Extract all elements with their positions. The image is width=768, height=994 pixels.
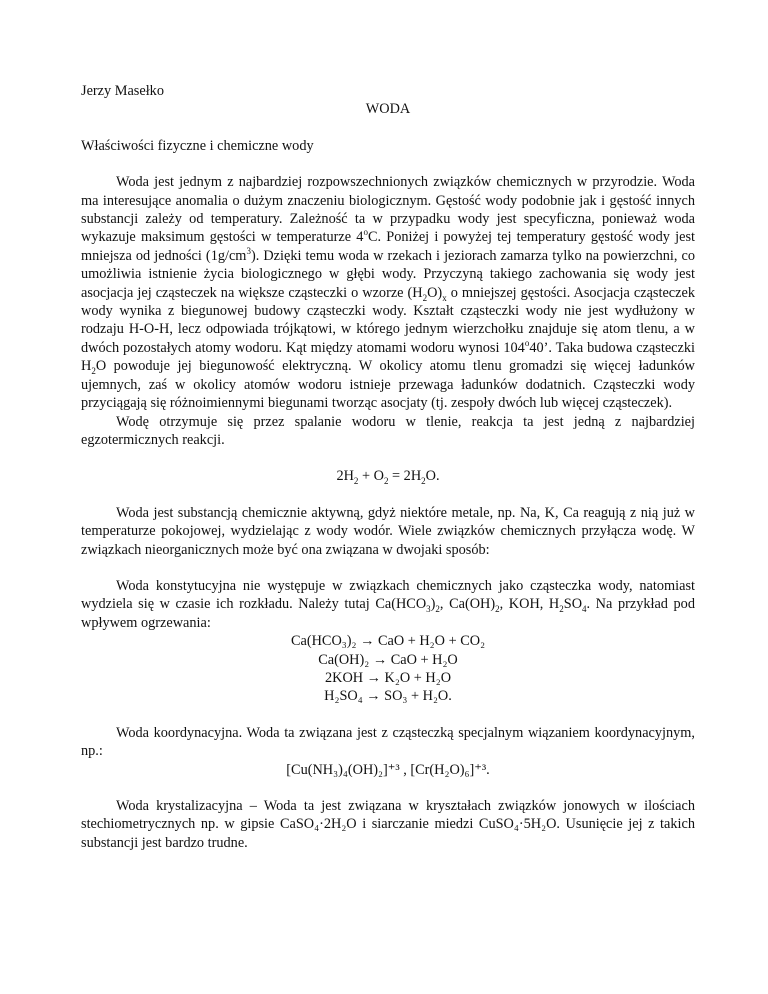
author-name: Jerzy Masełko <box>81 83 164 99</box>
reaction-equation: 2KOH → K₂O + H₂O <box>324 669 452 686</box>
reaction-equation: H₂SO₄ → SO₃ + H₂O. <box>324 688 452 705</box>
paragraph-crystallization-water: Woda krystalizacyjna – Woda ta jest związana w kryształach związków jonowych w ilościach stechiometrycznych np. w gipsie CaSO₄·2H₂O i siarczanie miedzi CuSO₄·5H₂O. Usunięcie jej z takich substancji jest bardzo trudne. <box>81 798 695 851</box>
complex-formulas: [Cu(NH₃)₄(OH)₂]⁺³ , [Cr(H₂O)₆]⁺³. <box>286 761 490 778</box>
paragraph-reactivity: Woda jest substancją chemicznie aktywną, gdyż niektóre metale, np. Na, K, Ca reagują z nią już w temperaturze pokojowej, wydzielając z wody wodór. Wiele związków chemicznych przyłącza wodę. W związkach nieorganicznych może być ona związana w dwojaki sposób: <box>81 504 695 558</box>
section-heading: Właściwości fizyczne i chemiczne wody <box>81 137 314 154</box>
paragraph-constitutional-water: Woda konstytucyjna nie występuje w związkach chemicznych jako cząsteczka wody, natomiast wydziela się w czasie ich rozkładu. Należy tutaj $Ca(HCO_3)_2$, $Ca(OH)_2$, KOH, $H_2SO_4$. Na przykład pod wpływem ogrzewania: <box>81 577 695 631</box>
reaction-equation: Ca(OH)₂ → CaO + H₂O <box>318 651 458 668</box>
paragraph-coordination-water: Woda koordynacyjna. Woda ta związana jest z cząsteczką specjalnym wiązaniem koordynacyjnym, np.: <box>81 724 695 760</box>
document-page <box>81 82 695 852</box>
reaction-list <box>81 632 695 706</box>
document-title: WODA <box>365 101 411 118</box>
paragraph-density: Woda jest jednym z najbardziej rozpowszechnionych związków chemicznych w przyrodzie. Woda ma interesujące anomalia o dużym znaczeniu biologicznym. Gęstość wody podobnie jak i gęstość innych substancji zależy od temperatury. Zależność ta w przypadku wody jest specyficzna, ponieważ woda wykazuje maksimum gęstości w temperaturze 4$^o$C. Poniżej i powyżej tej temperatury gęstość wody jest mniejsza od jedności $(1g/cm^3)$. Dzięki temu woda w rzekach i jeziorach zamarza tylko na powierzchni, co umożliwia istnienie życia biologicznego w głębi wody. Przyczyną takiego zachowania się wody jest asocjacja jej cząsteczek na większe cząsteczki o wzorze $(H_2O)_x$ o mniejszej gęstości. Asocjacja cząsteczek wody wynika z biegunowej budowy cząsteczki wody. Kształt cząsteczki wody nie jest wydłużony w rodzaju H-O-H, lecz odpowiada trójkątowi, w którego jednym wierzchołku znajduje się atom tlenu, a w dwóch pozostałych atomy wodoru. Kąt między atomami wodoru wynosi 104$^o$40’. Taka budowa cząsteczki $H_2O$ powoduje jej biegunowość elektryczną. W okolicy atomu tlenu gromadzi się więcej ładunków ujemnych, zaś w okolicy atomów wodoru istnieje przewaga ładunków dodatnich. Cząsteczki wody przyciągają się różnoimiennymi biegunami tworząc asocjaty (tj. zespoły dwóch lub więcej cząsteczek). <box>81 174 695 412</box>
reaction-equation: Ca(HCO₃)₂ → CaO + H₂O + CO₂ <box>290 633 486 650</box>
paragraph-combustion: Wodę otrzymuje się przez spalanie wodoru w tlenie, reakcja ta jest jedną z najbardziej egzotermicznych reakcji. <box>81 413 695 448</box>
equation-water-synthesis: $2H_2 + O_2 = 2H_2O$. <box>336 468 440 487</box>
